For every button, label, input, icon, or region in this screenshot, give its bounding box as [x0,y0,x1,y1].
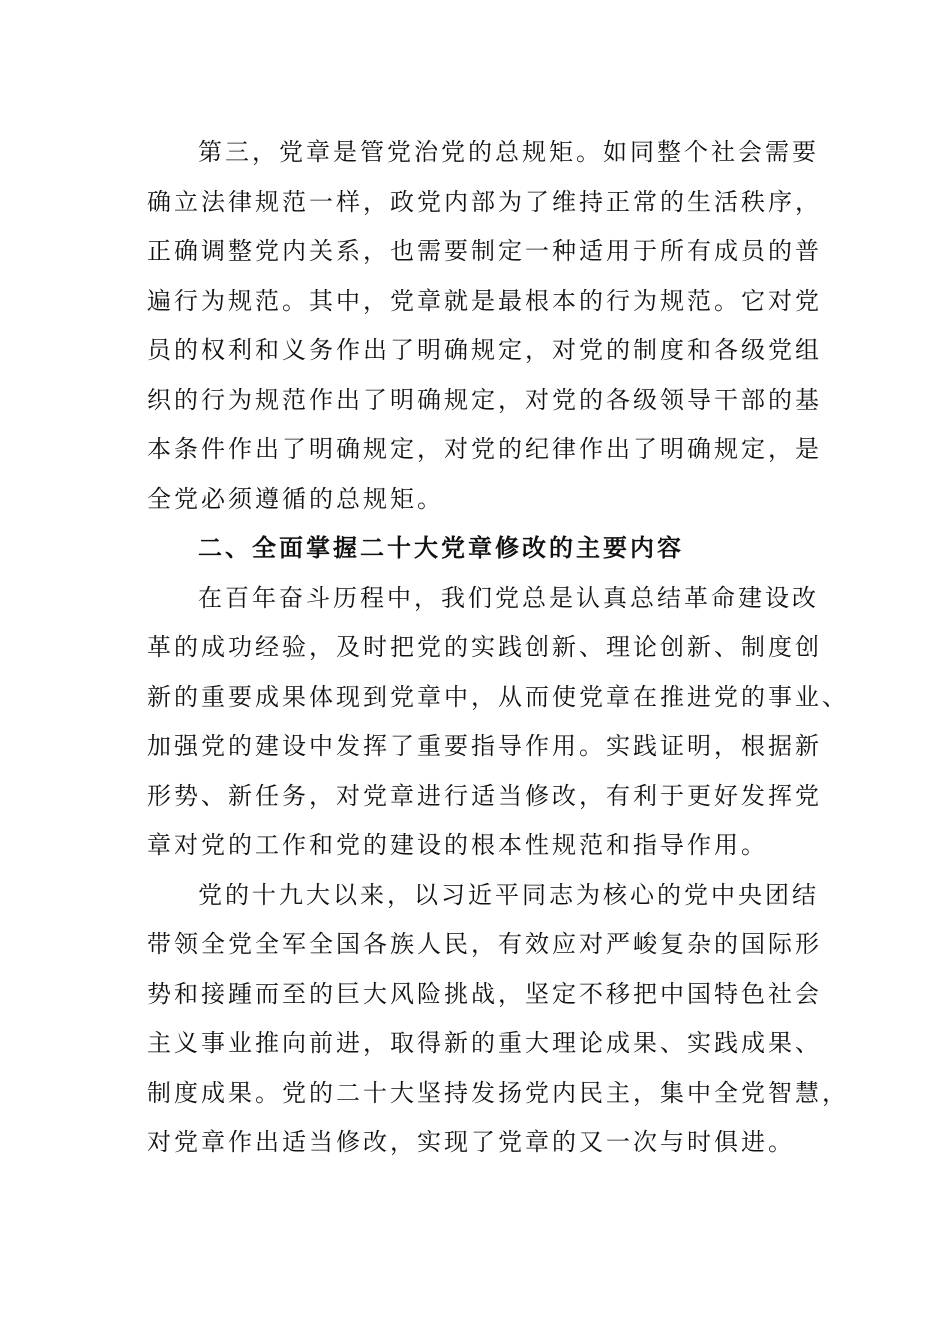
text-line: 新的重要成果体现到党章中，从而使党章在推进党的事业、 [147,682,849,711]
text-line: 主义事业推向前进，取得新的重大理论成果、实践成果、 [147,1029,822,1057]
text-line: 遍行为规范。其中，党章就是最根本的行为规范。它对党 [147,286,822,315]
text-line: 制度成果。党的二十大坚持发扬党内民主，集中全党智慧， [147,1078,849,1107]
text-line: 对党章作出适当修改，实现了党章的又一次与时俱进。 [147,1128,795,1156]
paragraph [147,134,822,530]
section-heading [147,530,807,580]
text-line: 加强党的建设中发挥了重要指导作用。实践证明，根据新 [147,732,822,760]
paragraph [147,877,849,1174]
text-line: 员的权利和义务作出了明确规定，对党的制度和各级党组 [147,336,822,364]
text-line: 势和接踵而至的巨大风险挑战，坚定不移把中国特色社会 [147,979,822,1008]
text-line: 第三，党章是管党治党的总规矩。如同整个社会需要 [198,138,819,166]
text-line: 正确调整党内关系，也需要制定一种适用于所有成员的普 [147,237,822,265]
text-line: 带领全党全军全国各族人民，有效应对严峻复杂的国际形 [147,930,822,958]
document-page [147,134,849,1174]
text-line: 在百年奋斗历程中，我们党总是认真总结革命建设改 [198,583,819,612]
text-line: 章对党的工作和党的建设的根本性规范和指导作用。 [147,831,768,859]
text-line: 本条件作出了明确规定，对党的纪律作出了明确规定，是 [147,435,822,463]
text-line: 党的十九大以来，以习近平同志为核心的党中央团结 [198,880,819,909]
text-line: 织的行为规范作出了明确规定，对党的各级领导干部的基 [147,385,822,414]
paragraph [147,580,849,877]
text-line: 形势、新任务，对党章进行适当修改，有利于更好发挥党 [147,781,822,810]
text-line: 全党必须遵循的总规矩。 [147,484,444,513]
text-line: 革的成功经验，及时把党的实践创新、理论创新、制度创 [147,633,822,661]
text-line: 二、全面掌握二十大党章修改的主要内容 [198,533,684,562]
text-line: 确立法律规范一样，政党内部为了维持正常的生活秩序， [147,187,822,216]
